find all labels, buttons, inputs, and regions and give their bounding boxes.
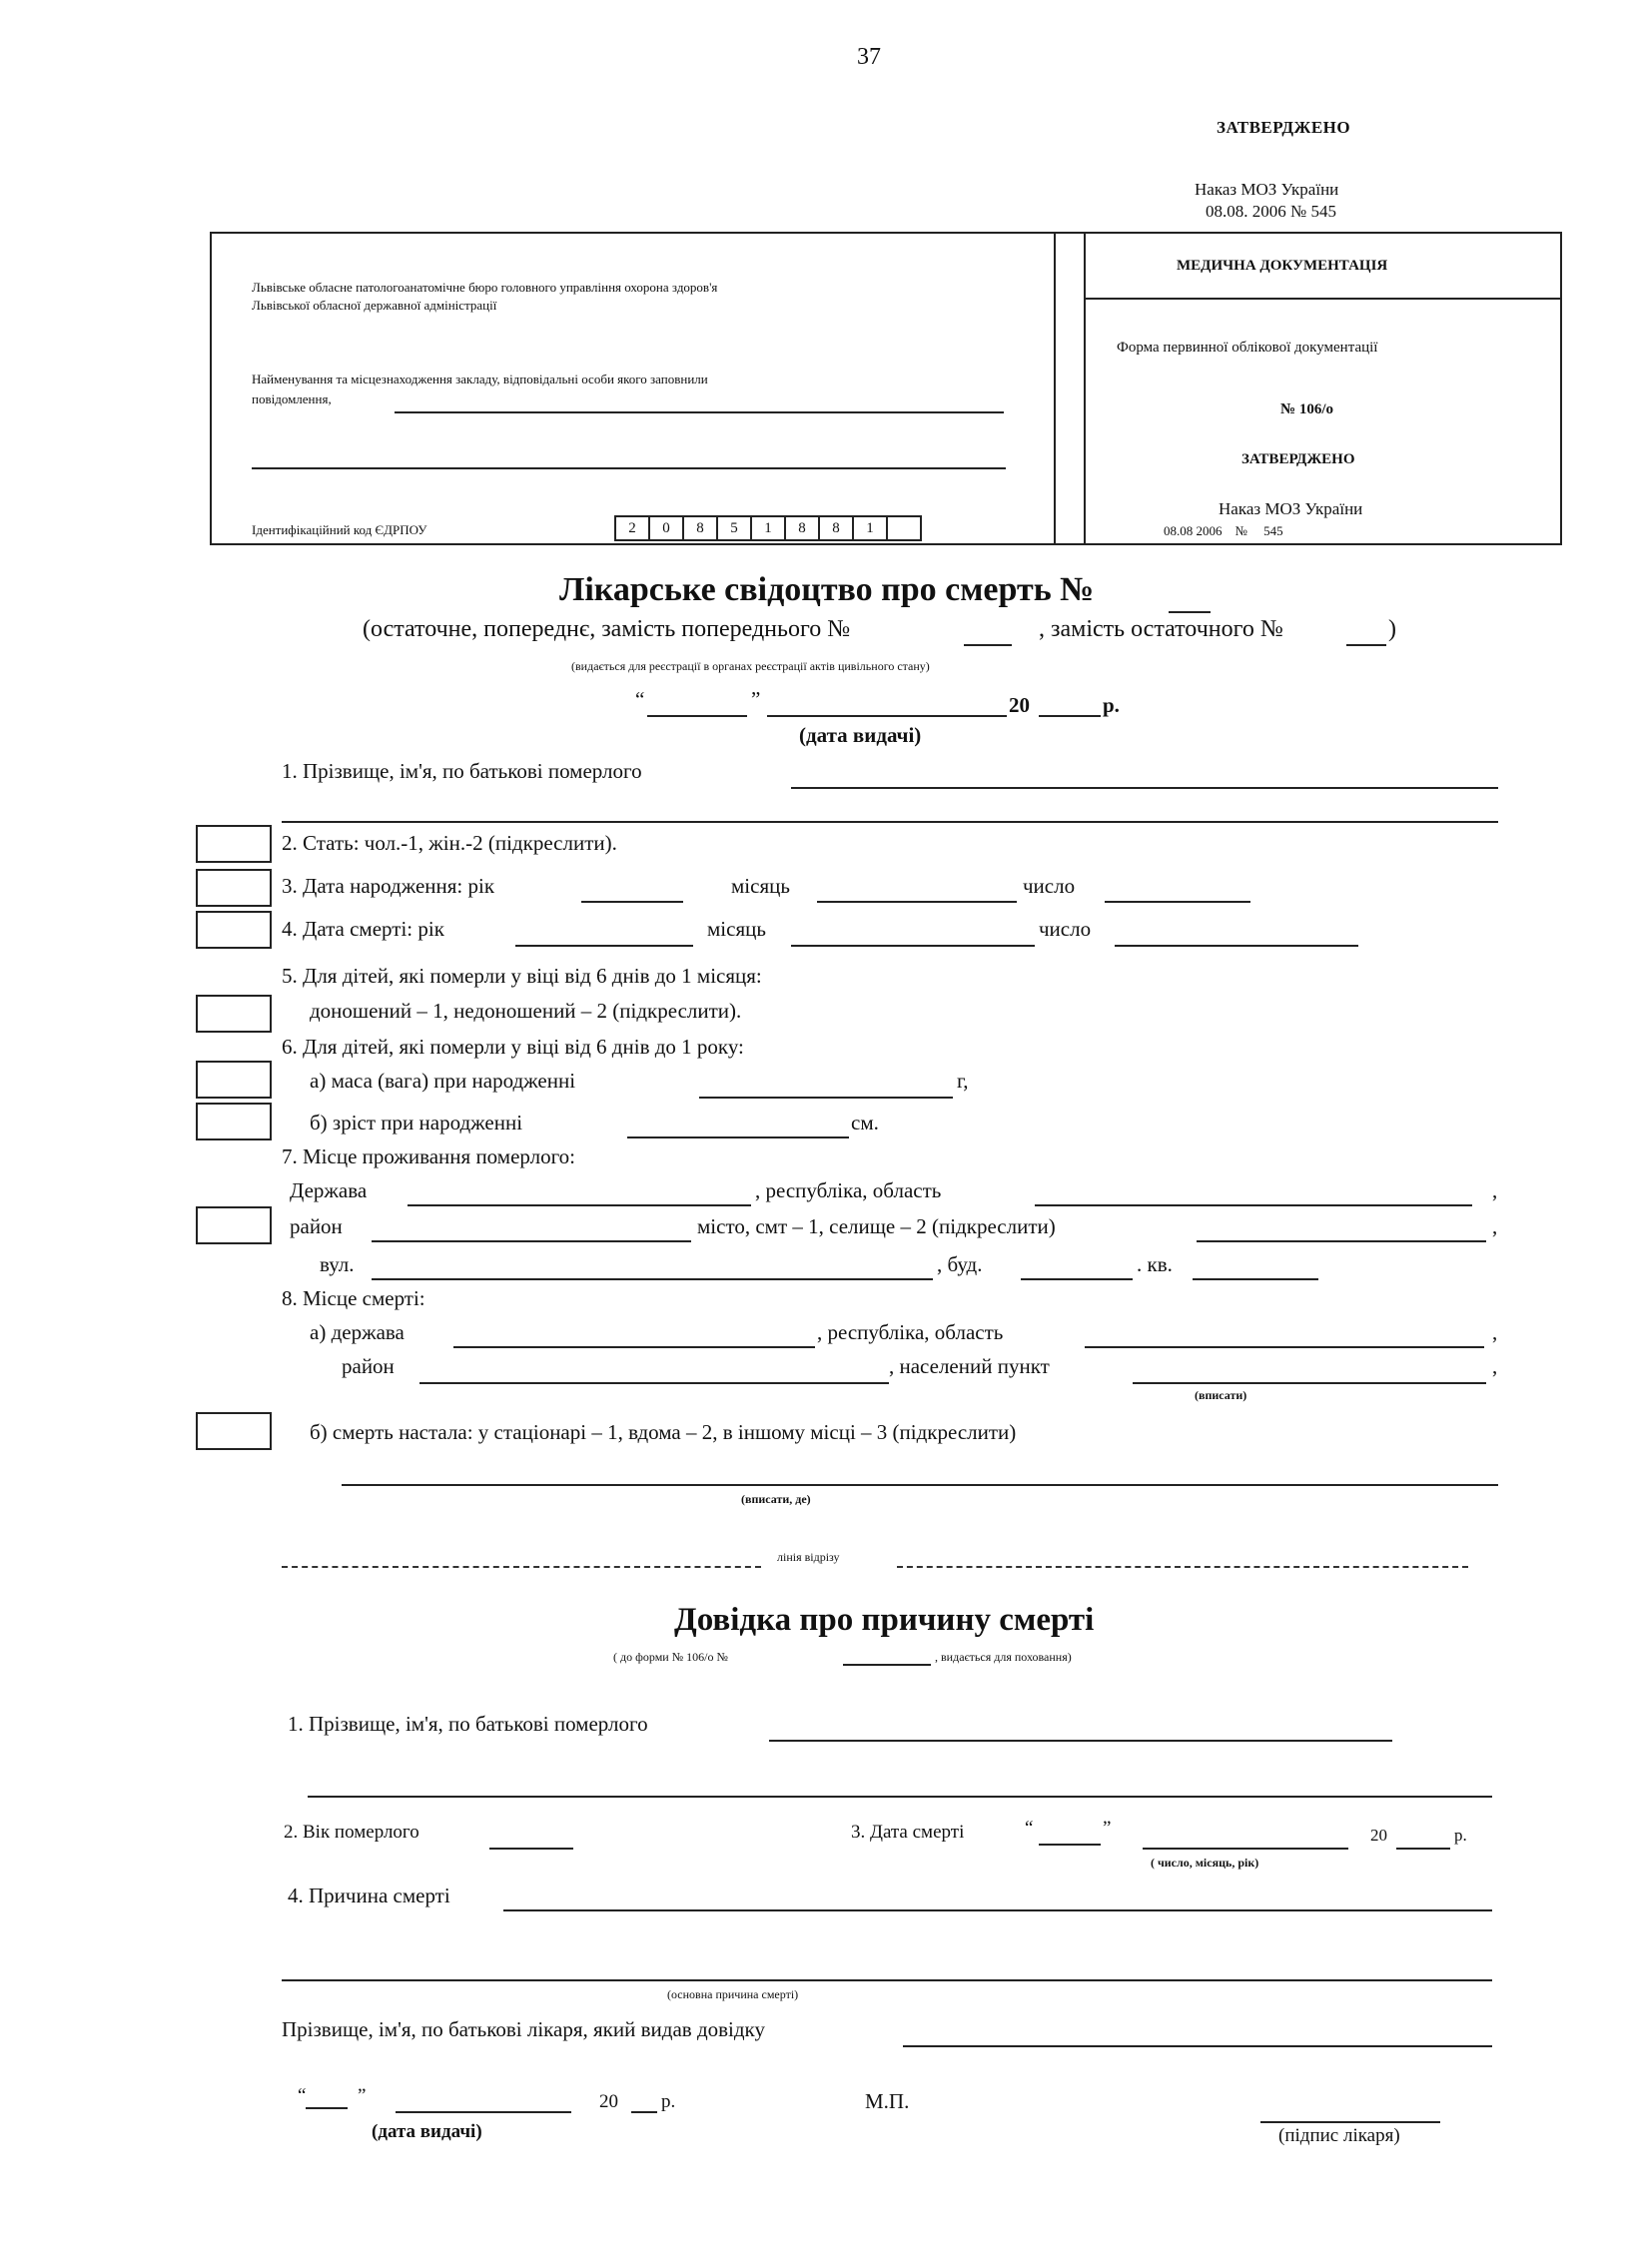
ref-death-month-line[interactable] (1143, 1848, 1348, 1850)
order-top-line2: 08.08. 2006 № 545 (1206, 202, 1336, 221)
residence-region-label: , республіка, область (755, 1178, 942, 1202)
issue-date-caption: (дата видачі) (799, 723, 922, 747)
ref-age-label: 2. Вік померлого (284, 1822, 419, 1843)
ref-doctor-label: Прізвище, ім'я, по батькові лікаря, який видав довідку (282, 2017, 765, 2041)
comma: , (1492, 1214, 1498, 1238)
seal-label: М.П. (865, 2089, 910, 2113)
previous-number-line[interactable] (964, 644, 1012, 646)
edrpou-digit: 0 (650, 515, 684, 541)
residence-house-line[interactable] (1021, 1278, 1133, 1280)
subtitle-close-paren: ) (1388, 616, 1396, 642)
form-label: Форма первинної облікової документації (1117, 340, 1378, 356)
death-place-line[interactable] (342, 1484, 1498, 1486)
ref-issue-year-line[interactable] (631, 2111, 657, 2113)
enter-caption: (вписати) (1195, 1388, 1247, 1402)
residence-house-label: , буд. (937, 1252, 983, 1276)
edrpou-code (614, 515, 922, 541)
issue-year-line[interactable] (1039, 715, 1101, 717)
deceased-name-line[interactable] (791, 787, 1498, 789)
edrpou-digit: 2 (614, 515, 650, 541)
residence-street-label: вул. (320, 1252, 355, 1276)
item-4-label: 4. Дата смерті: рік (282, 917, 444, 941)
cut-line-right (897, 1566, 1468, 1568)
ref-issue-date-caption: (дата видачі) (372, 2121, 482, 2142)
death-month-line[interactable] (791, 945, 1035, 947)
certificate-subtitle-part2: , замість остаточного № (1039, 616, 1283, 642)
item-3-label: 3. Дата народження: рік (282, 874, 495, 898)
ref-death-year-line[interactable] (1396, 1848, 1450, 1850)
issue-day-line[interactable] (647, 715, 747, 717)
cut-line-label: лінія відрізу (777, 1550, 840, 1564)
certificate-subtitle: (остаточне, попереднє, замість попереднього № (363, 616, 851, 642)
cut-line-left (282, 1566, 761, 1568)
name-field-line-2[interactable] (252, 467, 1006, 469)
residence-city-label: місто, смт – 1, селище – 2 (підкреслити) (697, 1214, 1056, 1238)
death-region-line[interactable] (1085, 1346, 1484, 1348)
approved-top: ЗАТВЕРДЖЕНО (1217, 118, 1351, 137)
where-caption: (вписати, де) (741, 1492, 811, 1506)
edrpou-digit (888, 515, 922, 541)
form-number: № 106/о (1280, 401, 1333, 417)
ref-cause-label: 4. Причина смерті (288, 1884, 450, 1907)
ref-quote-close: ” (1103, 1818, 1112, 1839)
death-place-label: б) смерть настала: у стаціонарі – 1, вдома – 2, в іншому місці – 3 (підкреслити) (310, 1420, 1017, 1444)
ref-date-open: “ (298, 2085, 307, 2106)
reference-title: Довідка про причину смерті (674, 1602, 1095, 1638)
death-day-label: число (1039, 917, 1092, 941)
ref-date-close: ” (358, 2085, 367, 2106)
ref-name-line[interactable] (769, 1740, 1392, 1742)
deceased-name-line-2[interactable] (282, 821, 1498, 823)
date-quote-close: ” (751, 687, 761, 711)
residence-flat-line[interactable] (1193, 1278, 1318, 1280)
residence-country-label: Держава (290, 1178, 368, 1202)
edrpou-digit: 1 (752, 515, 786, 541)
ref-name-line-2[interactable] (308, 1796, 1492, 1798)
reference-subtitle-a: ( до форми № 106/о № (613, 1650, 728, 1664)
residence-district-label: район (290, 1214, 343, 1238)
certificate-number-line[interactable] (1169, 611, 1211, 613)
item-1-label: 1. Прізвище, ім'я, по батькові померлого (282, 759, 642, 783)
page-number: 37 (857, 44, 881, 70)
ref-issue-month-line[interactable] (396, 2111, 571, 2113)
birth-day-line[interactable] (1105, 901, 1250, 903)
residence-flat-label: . кв. (1137, 1252, 1173, 1276)
ref-year-suffix: р. (1454, 1826, 1467, 1845)
death-district-label: район (342, 1354, 395, 1378)
item-5-label: 5. Для дітей, які померли у віці від 6 днів до 1 місяця: (282, 964, 762, 988)
ref-age-line[interactable] (489, 1848, 573, 1850)
residence-district-line[interactable] (372, 1240, 691, 1242)
item-8-label: 8. Місце смерті: (282, 1286, 425, 1310)
death-settlement-label: , населений пункт (889, 1354, 1050, 1378)
final-number-line[interactable] (1346, 644, 1386, 646)
issue-year-prefix: 20 (1009, 693, 1030, 717)
certificate-title: Лікарське свідоцтво про смерть № (559, 571, 1095, 608)
birth-height-unit: см. (851, 1111, 879, 1134)
order-line1: Наказ МОЗ України (1219, 499, 1363, 518)
name-label-line1: Найменування та місцезнаходження закладу, відповідальні особи якого заповнили (252, 372, 708, 386)
approved-label: ЗАТВЕРДЖЕНО (1241, 451, 1355, 467)
residence-region-line[interactable] (1035, 1204, 1472, 1206)
death-date-code-box[interactable] (196, 911, 272, 949)
death-country-label: а) держава (310, 1320, 405, 1344)
name-label-line2: повідомлення, (252, 391, 332, 406)
residence-code-box[interactable] (196, 1206, 272, 1244)
birth-month-label: місяць (731, 874, 790, 898)
ref-name-label: 1. Прізвище, ім'я, по батькові померлого (288, 1712, 648, 1736)
residence-street-line[interactable] (372, 1278, 933, 1280)
ref-date-caption: ( число, місяць, рік) (1151, 1856, 1259, 1870)
death-month-label: місяць (707, 917, 766, 941)
signature-caption: (підпис лікаря) (1278, 2125, 1400, 2146)
birth-height-line[interactable] (627, 1136, 849, 1138)
order-line2: 08.08 2006 № 545 (1164, 523, 1283, 538)
death-country-line[interactable] (453, 1346, 815, 1348)
institution-line2: Львівської обласної державної адміністрації (252, 298, 497, 313)
date-quote-open: “ (635, 687, 645, 711)
comma: , (1492, 1320, 1498, 1344)
order-top-line1: Наказ МОЗ України (1195, 180, 1339, 199)
ref-issue-day-line[interactable] (306, 2107, 348, 2109)
comma: , (1492, 1354, 1498, 1378)
ref-cause-line[interactable] (503, 1909, 1492, 1911)
certificate-note: (видається для реєстрації в органах реєстрації актів цивільного стану) (571, 659, 930, 673)
ref-death-day-line[interactable] (1039, 1844, 1101, 1846)
death-district-line[interactable] (419, 1382, 889, 1384)
edrpou-label: Ідентифікаційний код ЄДРПОУ (252, 522, 427, 537)
ref-issue-year-suffix: р. (661, 2091, 676, 2112)
ref-cause-caption: (основна причина смерті) (667, 1987, 799, 2001)
doctor-signature-line[interactable] (1260, 2121, 1440, 2123)
edrpou-digit: 8 (820, 515, 854, 541)
death-day-line[interactable] (1115, 945, 1358, 947)
sex-code-box[interactable] (196, 825, 272, 863)
birth-height-label: б) зріст при народженні (310, 1111, 523, 1134)
item-6-label: 6. Для дітей, які померли у віці від 6 днів до 1 року: (282, 1035, 744, 1059)
item-2-label: 2. Стать: чол.-1, жін.-2 (підкреслити). (282, 831, 617, 855)
birth-weight-line[interactable] (699, 1097, 953, 1099)
edrpou-digit: 5 (718, 515, 752, 541)
ref-issue-year-prefix: 20 (599, 2091, 618, 2112)
death-settlement-line[interactable] (1133, 1382, 1486, 1384)
birth-weight-label: а) маса (вага) при народженні (310, 1069, 576, 1093)
death-year-line[interactable] (515, 945, 693, 947)
edrpou-digit: 8 (786, 515, 820, 541)
death-region-label: , республіка, область (817, 1320, 1004, 1344)
name-field-line[interactable] (395, 411, 1004, 413)
ref-quote-open: “ (1025, 1818, 1034, 1839)
reference-subtitle-b: , видається для поховання) (935, 1650, 1072, 1664)
term-code-box[interactable] (196, 995, 272, 1033)
death-place-code-box[interactable] (196, 1412, 272, 1450)
birth-month-line[interactable] (817, 901, 1017, 903)
birth-weight-code-box[interactable] (196, 1061, 272, 1099)
medical-documentation: МЕДИЧНА ДОКУМЕНТАЦІЯ (1177, 258, 1388, 274)
edrpou-digit: 8 (684, 515, 718, 541)
institution-line1: Львівське обласне патологоанатомічне бюро головного управління охорона здоров'я (252, 280, 718, 295)
ref-cause-line-2[interactable] (282, 1979, 1492, 1981)
comma: , (1492, 1178, 1498, 1202)
birth-date-code-box[interactable] (196, 869, 272, 907)
reference-form-number-line[interactable] (843, 1664, 931, 1666)
ref-doctor-line[interactable] (903, 2045, 1492, 2047)
issue-year-suffix: р. (1103, 693, 1120, 717)
birth-year-line[interactable] (581, 901, 683, 903)
residence-country-line[interactable] (408, 1204, 751, 1206)
ref-year-prefix: 20 (1370, 1826, 1387, 1845)
header-divider-1 (1054, 232, 1056, 543)
birth-height-code-box[interactable] (196, 1103, 272, 1140)
ref-death-date-label: 3. Дата смерті (851, 1822, 965, 1843)
edrpou-digit: 1 (854, 515, 888, 541)
issue-month-line[interactable] (767, 715, 1007, 717)
header-right-rule (1084, 298, 1560, 300)
birth-day-label: число (1023, 874, 1076, 898)
header-divider-2 (1084, 232, 1086, 543)
item-7-label: 7. Місце проживання померлого: (282, 1144, 576, 1168)
residence-city-line[interactable] (1197, 1240, 1486, 1242)
item-5-options: доношений – 1, недоношений – 2 (підкреслити). (310, 999, 742, 1023)
birth-weight-unit: г, (957, 1069, 969, 1093)
